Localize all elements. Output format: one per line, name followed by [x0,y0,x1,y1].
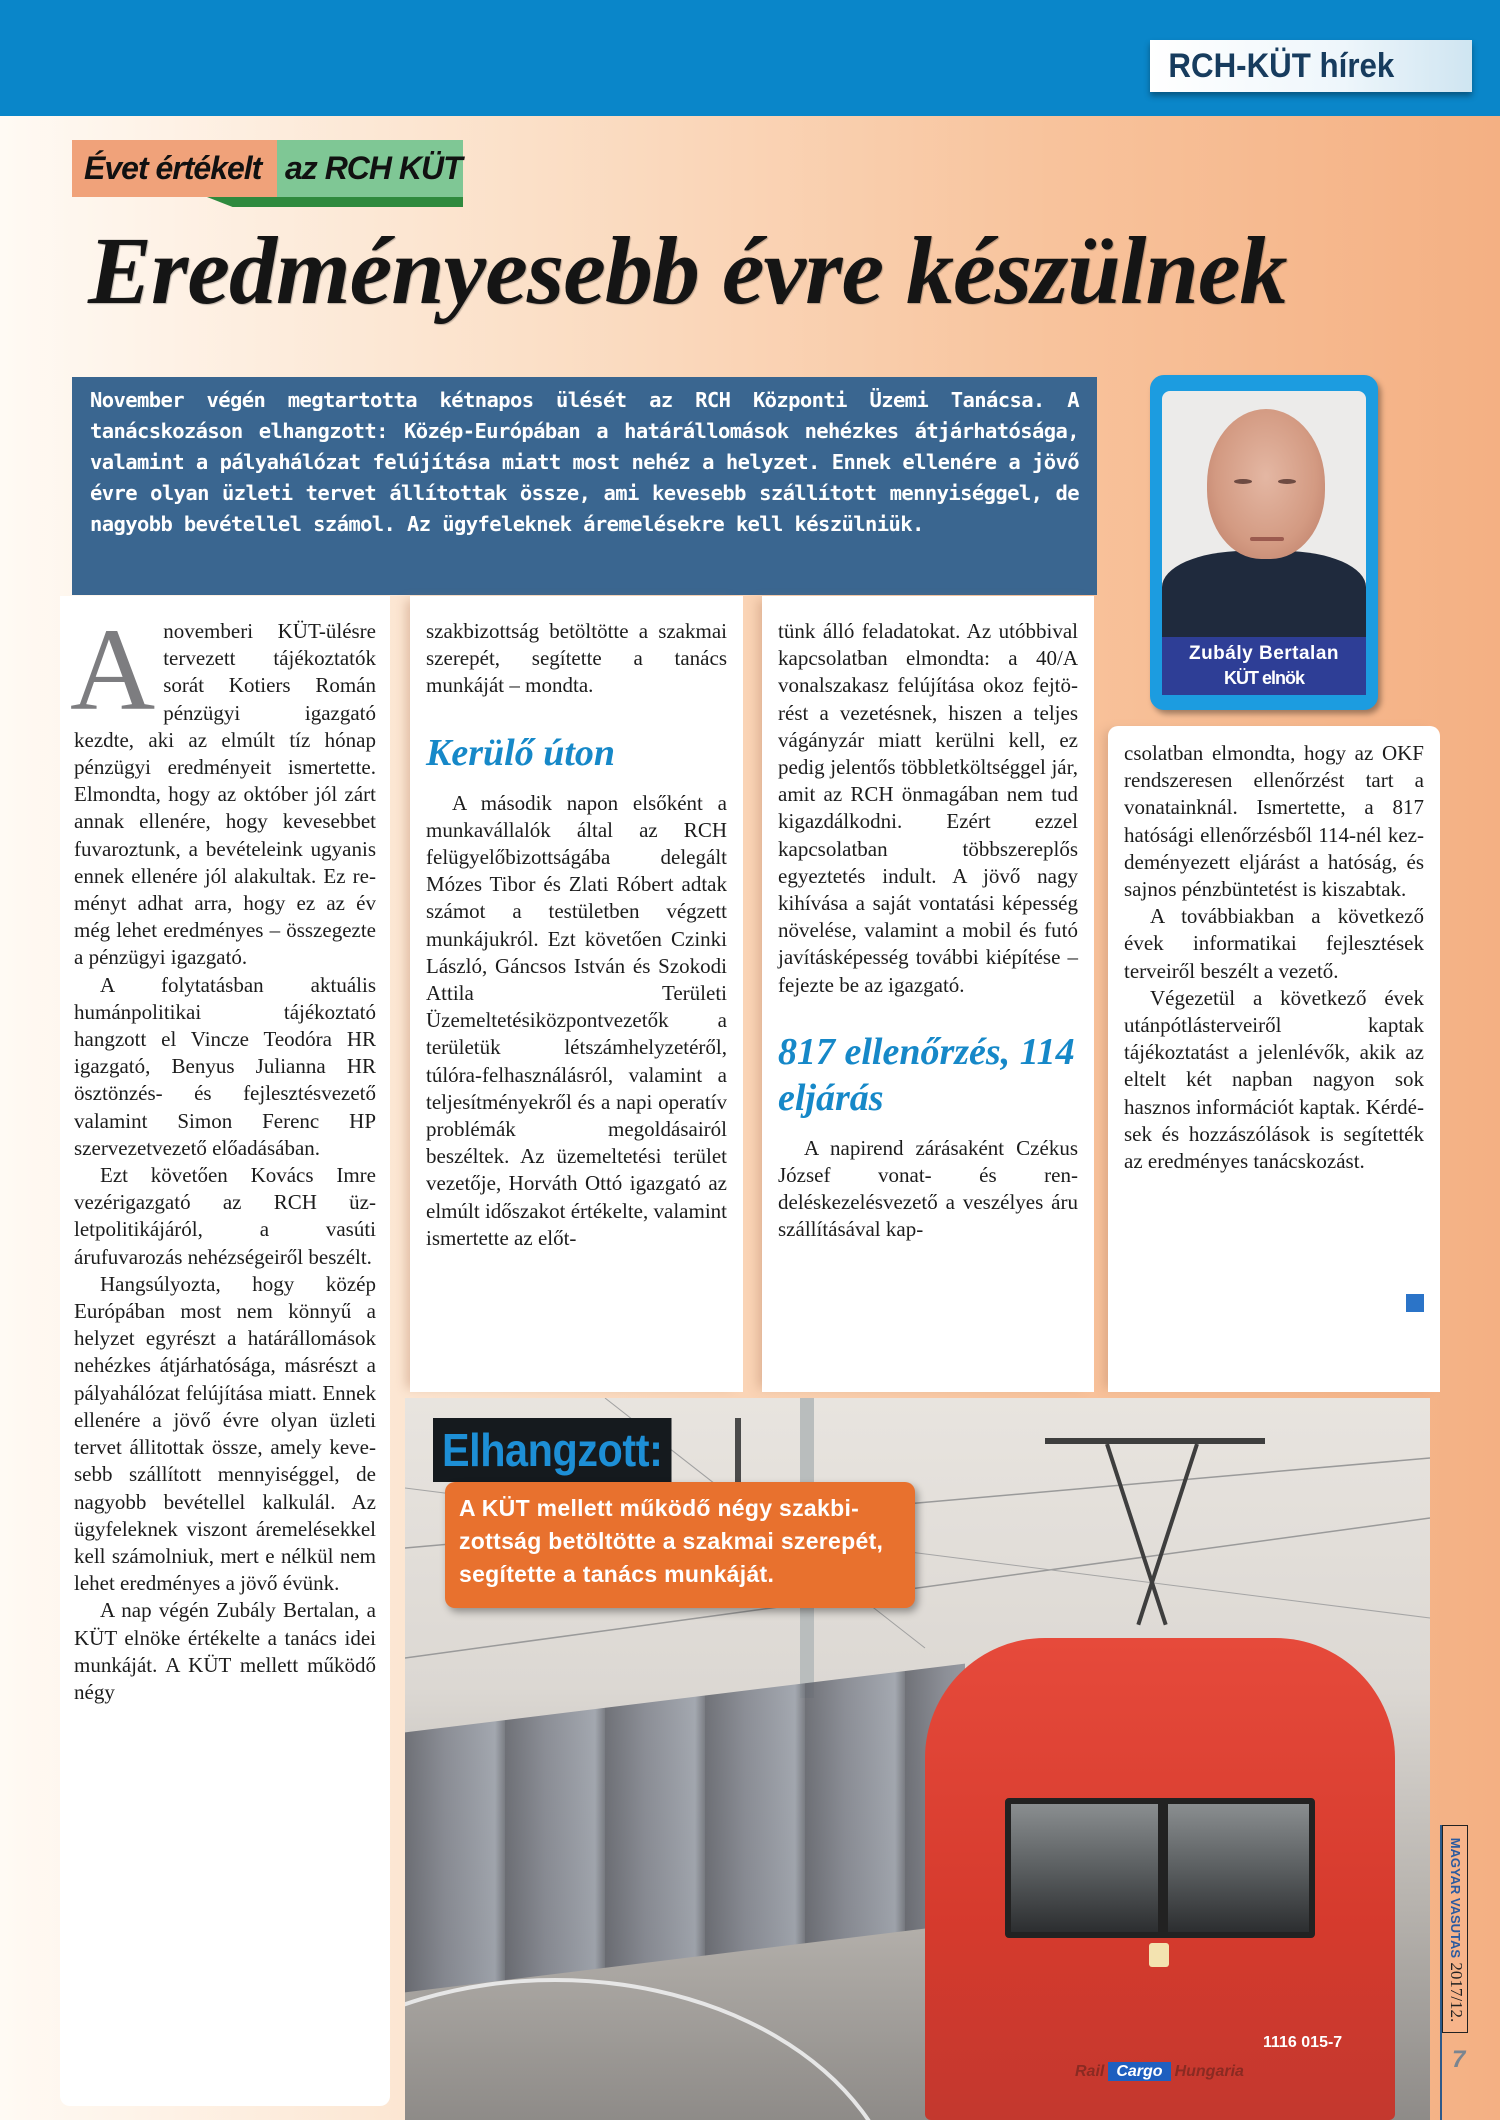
pantograph [1045,1438,1265,1618]
train-photo [405,1398,1430,2120]
portrait-role: KÜT elnök [1223,668,1304,688]
article-column-2 [410,596,743,1392]
page-number: 7 [1452,2046,1466,2073]
paragraph: A nap végén Zubály Bertalan, a KÜT elnöke értékelte a tanács idei munkáját. A KÜT mellett működő négy [74,1598,376,1704]
portrait-eye-right [1278,479,1296,484]
paragraph: Ezt követően Kovács Imre vezérigazgató az RCH üzletpolitikájáról, a vasúti árufuvarozás nehézségeiről beszélt. [74,1163,376,1269]
article-lead: November végén megtartotta kétnapos ülését az RCH Központi Üzemi Tanácsa. A tanácskozáson elhangzott: Közép-Európában a határállomások nehézkes átjárhatósága, valamint a pályahálózat felújítása miatt most nehéz a helyzet. Ennek ellenére a jövő évre olyan üzleti tervet állítottak össze, ami kevesebb szállított mennyiséggel, de nagyobb bevétellel számol. Az ügyfeleknek áremelésekre kell készülniük. [72,377,1097,595]
portrait-photo [1162,391,1366,637]
magazine-name: MAGYAR VASUTAS [1448,1837,1463,1959]
pull-quote-label: Elhangzott: [433,1418,671,1482]
portrait-shirt [1162,551,1366,637]
locomotive-number: 1116 015-7 [1263,2034,1343,2051]
article-headline: Eredményesebb évre készülnek [88,217,1287,324]
portrait-card [1150,375,1378,710]
portrait-caption [1162,637,1366,695]
article-column-1 [60,596,390,2106]
portrait-eye-left [1234,479,1252,484]
locomotive-headlight [1149,1943,1169,1967]
portrait-mouth [1250,537,1284,541]
paragraph: csolatban elmondta, hogy az OKF rendszeresen ellenőrzést tart a vonatainknál. Ismertette, a 817 hatósági ellenőrzésből 114-nél kezdeményezett eljárást a hatóság, és sajnos pénzbüntetést is kiszabtak. [1124,741,1424,902]
issue-strip [1442,1825,1468,2033]
brand-rail: Rail [1075,2063,1105,2080]
section-tag: RCH-KÜT hírek [1150,40,1472,92]
locomotive-windshield [1005,1798,1315,1938]
kicker-part-1: Évet értékelt [72,140,277,197]
paragraph: tünk álló feladatokat. Az utóbbival kapcsolatban elmondta: a 40/A vonalszakasz felújítása okoz fejtörést a vezetésnek, hiszen a teljes vágányzár miatt kerülni kell, ez pedig jelentős többletköltséggel jár, amit az RCH önmagában nem tud kigazdálkodni. Ezért ezzel kapcsolatban többszereplős egyeztetés indult. A jövő nagy kihívása a saját vontatási képesség növelése, valamint a mobil és futó javításképesség további kiépítése – fejezte be az igazgató. [778,619,1078,997]
locomotive-brand [1075,2063,1244,2081]
kicker-part-2: az RCH KÜT [277,140,463,197]
paragraph: A továbbiakban a következő évek informatikai fejlesztések terveiről beszélt a vezető. [1124,904,1424,983]
paragraph: A napirend zárásaként Czékus József vonat- és rendeléskezelésvezető a veszélyes áru szállításával kap- [778,1135,1078,1242]
paragraph: A folytatásban aktuális humánpolitikai tájékoztató hangzott el Vincze Teodóra HR igazgató, Benyus Julianna HR ösztönzés- és fejlesztésvezető valamint Simon Ferenc HP szervezetvezető előadásában. [74,972,376,1160]
paragraph: szakbizottság betöltötte a szakmai szerepét, segítette a tanács munkáját – mondta. [426,619,727,698]
issue-label [1446,1838,1466,2023]
locomotive [925,1638,1395,2120]
kicker-shadow [207,197,463,207]
drop-cap: A [70,604,156,735]
paragraph: novemberi KÜT-ülésre tervezett tájékoztatók sorát Kotiers Román pénzügyi igazgató kezdte, aki az elmúlt tíz hónap pénzügyi eredményeit ismertette. Elmondta, hogy az október jól zárt annak ellenére, hogy kevesebbet fuvaroztunk, a bevételeink ugyanis ennek ellenére jól alakultak. Ez reményt adhat arra, hogy ez az év még lehet eredményes – összegezte a pénzügyi igazgató. [74,619,376,970]
paragraph: A második napon elsőként a munkavállalók által az RCH felügyelőbizottságába delegált Mózes Tibor és Zlati Róbert adtak számot a testületben végzett munkájukról. Ezt követően Czinki László, Gáncsos István és Szokodi Attila Területi Üzemeltetésiközpontvezetők a területük létszámhelyzetéről, túlóra-felhasználásról, valamint a teljesítményekről és a napi operatív problémák megoldásairól beszéltek. Az üzemeltetési terület vezetője, Horváth Ottó igazgató az elmúlt időszakot értékelte, valamint ismertette az előt- [426,790,727,1250]
article-end-mark [1406,1294,1424,1312]
article-column-4 [1108,726,1440,1392]
article-column-3 [762,596,1094,1392]
brand-hungaria: Hungaria [1174,2063,1244,2080]
pull-quote-text: A KÜT mellett működő négy szakbizottság betöltötte a szakmai szerepét, segítette a tanács munkáját. [445,1482,915,1608]
brand-cargo: Cargo [1108,2062,1170,2081]
issue-number: 2017/12. [1447,1962,1466,2023]
paragraph: Végezetül a következő évek utánpótlásterveiről kaptak tájékoztatást a jelenlévők, akik az eltelt két napban nagyon sok hasznos információt kaptak. Kérdések és hozzászólások is segítették az eredményes tanácskozást. [1124,985,1424,1174]
paragraph: Hangsúlyozta, hogy közép Európában most nem könnyű a helyzet egyrészt a határállomások nehézkes átjárhatósága, másrészt a pályahálózat felújítása miatt. Ennek ellenére a jövő évre olyan üzleti tervet állitottak össze, amely kevesebb szállított mennyiséggel, de nagyobb bevétellel kalkulál. Az ügyfeleknek viszont áremelésekkel kell számolniuk, mert e nélkül nem lehet eredményes a jövő évünk. [74,1271,376,1596]
subheading-kerulo-uton: Kerülő úton [426,731,616,774]
subheading-ellenorzes: 817 ellenőrzés, 114 eljárás [778,1030,1075,1119]
portrait-name: Zubály Bertalan [1188,643,1340,664]
